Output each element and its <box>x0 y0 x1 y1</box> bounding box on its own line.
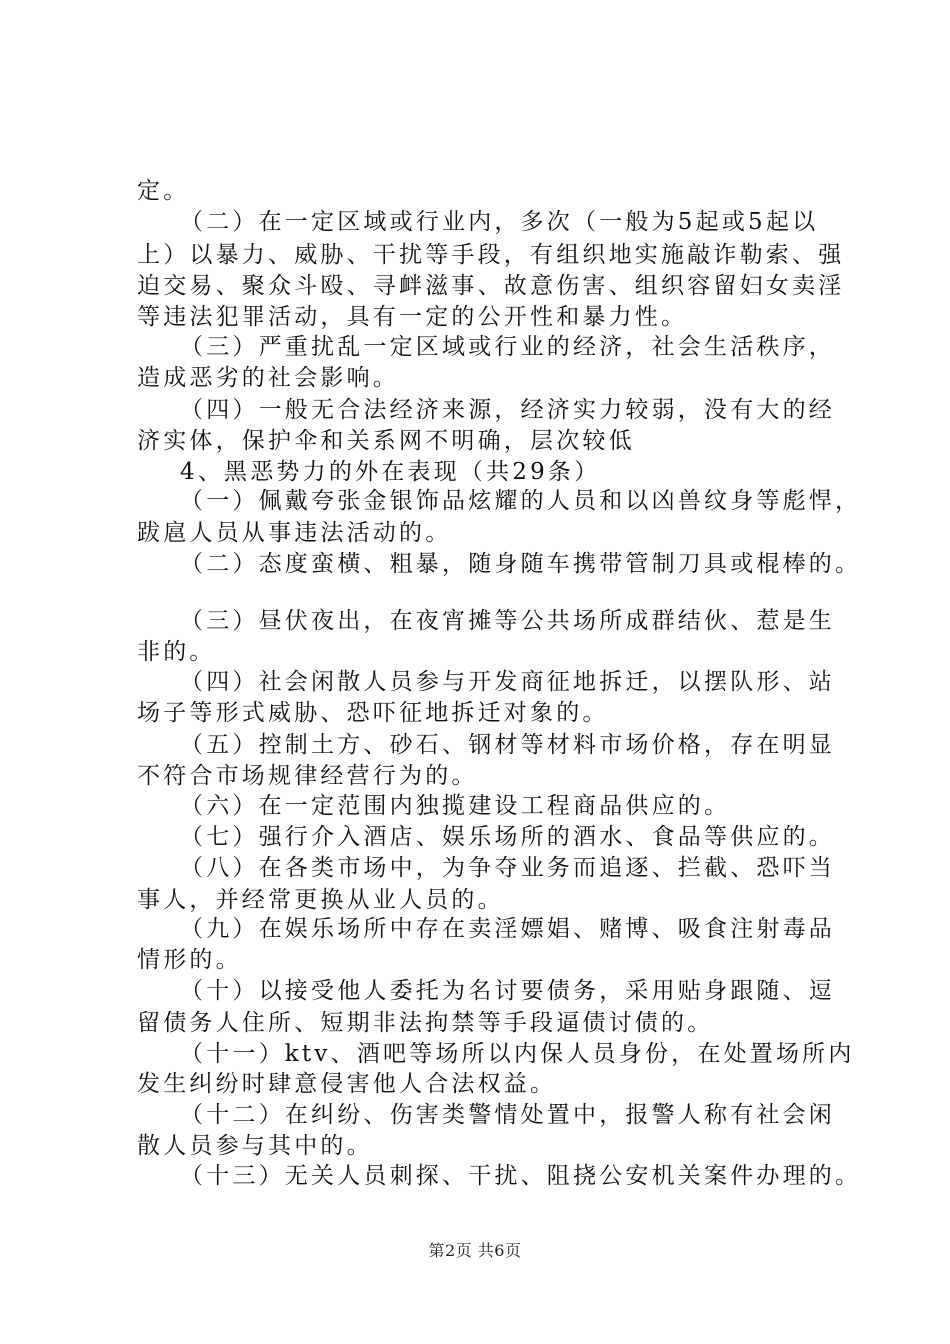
text-line: 场子等形式威胁、恐吓征地拆迁对象的。 <box>137 700 609 726</box>
text-line: 发生纠纷时肆意侵害他人合法权益。 <box>137 1071 557 1097</box>
text-line: （十）以接受他人委托为名讨要债务，采用贴身跟随、逗 <box>180 978 835 1004</box>
text-line: 不符合市场规律经营行为的。 <box>137 763 478 789</box>
text-line: 留债务人住所、短期非法拘禁等手段逼债讨债的。 <box>137 1010 714 1036</box>
text-line: 上）以暴力、威胁、干扰等手段，有组织地实施敲诈勒索、强 <box>137 242 845 268</box>
text-line: （二）在一定区域或行业内，多次（一般为5起或5起以 <box>180 209 819 235</box>
text-line: 非的。 <box>137 639 216 665</box>
text-line: 等违法犯罪活动，具有一定的公开性和暴力性。 <box>137 304 688 330</box>
page-footer: 第2页 共6页 <box>428 1241 522 1260</box>
text-line: （一）佩戴夸张金银饰品炫耀的人员和以凶兽纹身等彪悍， <box>180 488 862 514</box>
text-line: （七）强行介入酒店、娱乐场所的酒水、食品等供应的。 <box>180 824 835 850</box>
text-line: （四）社会闲散人员参与开发商征地拆迁，以摆队形、站 <box>180 669 835 695</box>
text-line: 散人员参与其中的。 <box>137 1133 373 1159</box>
text-line: （十一）ktv、酒吧等场所以内保人员身份，在处置场所内 <box>180 1041 855 1067</box>
text-line: （三）严重扰乱一定区域或行业的经济，社会生活秩序， <box>180 334 835 360</box>
text-line: 济实体，保护伞和关系网不明确，层次较低 <box>137 428 635 454</box>
text-line: 定。 <box>137 178 190 204</box>
text-line: 事人，并经常更换从业人员的。 <box>137 887 504 913</box>
text-line: 迫交易、聚众斗殴、寻衅滋事、故意伤害、组织容留妇女卖淫 <box>137 273 845 299</box>
text-line: 造成恶劣的社会影响。 <box>137 365 399 391</box>
text-line: 情形的。 <box>137 947 242 973</box>
text-line: （十二）在纠纷、伤害类警情处置中，报警人称有社会闲 <box>180 1102 835 1128</box>
text-line: （九）在娱乐场所中存在卖淫嫖娼、赌博、吸食注射毒品 <box>180 916 835 942</box>
text-line: （六）在一定范围内独揽建设工程商品供应的。 <box>180 793 731 819</box>
section-heading: 4、黑恶势力的外在表现（共29条） <box>180 459 601 485</box>
text-line: （十三）无关人员刺探、干扰、阻挠公安机关案件办理的。 <box>180 1163 862 1189</box>
text-line: 跋扈人员从事违法活动的。 <box>137 520 452 546</box>
text-line: （八）在各类市场中，为争夺业务而追逐、拦截、恐吓当 <box>180 855 835 881</box>
text-line: （二）态度蛮横、粗暴，随身随车携带管制刀具或棍棒的。 <box>180 551 862 577</box>
text-line: （五）控制土方、砂石、钢材等材料市场价格，存在明显 <box>180 732 835 758</box>
text-line: （四）一般无合法经济来源，经济实力较弱，没有大的经 <box>180 397 835 423</box>
text-line: （三）昼伏夜出，在夜宵摊等公共场所成群结伙、惹是生 <box>180 608 835 634</box>
